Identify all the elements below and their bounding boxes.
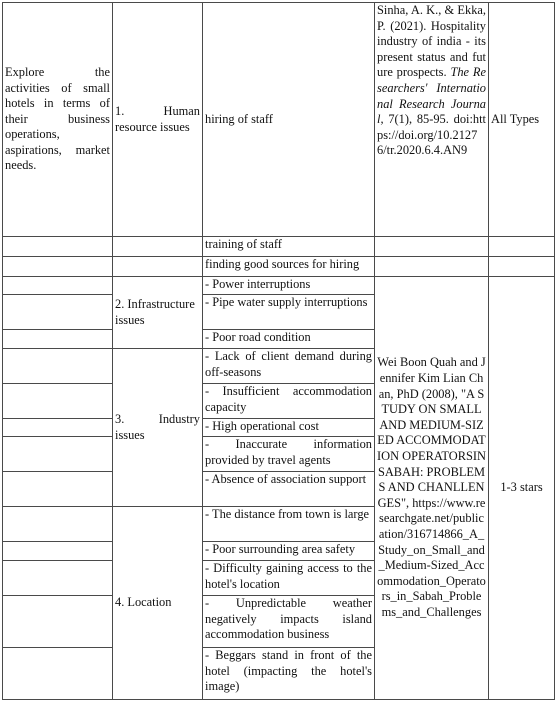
empty-cell [3, 507, 113, 542]
issue-difficulty-access: - Difficulty gaining access to the hotel's location [203, 561, 375, 596]
reference-sinha-ekka [375, 3, 489, 237]
research-objective: Explore the activities of small hotels in terms of their business operations, aspirations, market needs. [3, 3, 113, 237]
issue-distance-from-town: - The distance from town is large [203, 507, 375, 542]
reference-sinha-details: 7(1), 85-95. doi:https://doi.org/10.21276/tr.2020.6.4.AN9 [377, 112, 486, 158]
issue-insufficient-capacity: - Insufficient accommodation capacity [203, 384, 375, 419]
empty-cell [3, 237, 113, 257]
empty-cell [113, 257, 203, 277]
empty-cell [489, 237, 555, 257]
empty-cell [3, 472, 113, 507]
empty-cell [3, 419, 113, 437]
reference-quah-chan: Wei Boon Quah and Jennifer Kim Lian Chan, PhD (2008), "A STUDY ON SMALL AND MEDIUM-SIZED ACCOMMODATION OPERATORSIN SABAH: PROBLEMS AND CHANLLENGES", https://www.researchgate.net/publication/316714866_A_Study_on_Small_and_Medium-Sized_Accommodation_Operators_in_Sabah_Problems_and_Challenges [375, 277, 489, 700]
group-label-human-resource: 1. Human resource issues [113, 3, 203, 237]
empty-cell [3, 596, 113, 648]
empty-cell [3, 384, 113, 419]
empty-cell [3, 295, 113, 330]
issue-beggars: - Beggars stand in front of the hotel (impacting the hotel's image) [203, 648, 375, 700]
empty-cell [3, 257, 113, 277]
issue-power-interruptions: - Power interruptions [203, 277, 375, 295]
issue-poor-road-condition: - Poor road condition [203, 330, 375, 349]
research-table [2, 2, 555, 700]
empty-cell [375, 257, 489, 277]
type-1-3-stars: 1-3 stars [489, 277, 555, 700]
empty-cell [375, 237, 489, 257]
issue-inaccurate-information: - Inaccurate information provided by travel agents [203, 437, 375, 472]
reference-sinha-journal: The Researchers' International Research Journal, [377, 65, 486, 127]
group-label-infrastructure: 2. Infrastructure issues [113, 277, 203, 349]
empty-cell [3, 437, 113, 472]
empty-cell [3, 349, 113, 384]
issue-high-operational-cost: - High operational cost [203, 419, 375, 437]
empty-cell [3, 648, 113, 700]
empty-cell [489, 257, 555, 277]
type-all-types: All Types [489, 3, 555, 237]
group-label-industry: 3. Industry issues [113, 349, 203, 507]
reference-sinha-authors: Sinha, A. K., & Ekka, P. (2021). Hospitality industry of india - its present status and future prospects. [377, 3, 486, 80]
issue-training-of-staff: training of staff [203, 237, 375, 257]
empty-cell [3, 542, 113, 561]
issue-poor-area-safety: - Poor surrounding area safety [203, 542, 375, 561]
empty-cell [3, 277, 113, 295]
group-label-location: 4. Location [113, 507, 203, 700]
empty-cell [3, 330, 113, 349]
issue-absence-of-association: - Absence of association support [203, 472, 375, 507]
issue-finding-sources: finding good sources for hiring [203, 257, 375, 277]
issue-pipe-water-supply: - Pipe water supply interruptions [203, 295, 375, 330]
issue-hiring-of-staff: hiring of staff [203, 3, 375, 237]
issue-unpredictable-weather: - Unpredictable weather negatively impacts island accommodation business [203, 596, 375, 648]
empty-cell [113, 237, 203, 257]
empty-cell [3, 561, 113, 596]
issue-lack-of-client-demand: - Lack of client demand during off-seasons [203, 349, 375, 384]
